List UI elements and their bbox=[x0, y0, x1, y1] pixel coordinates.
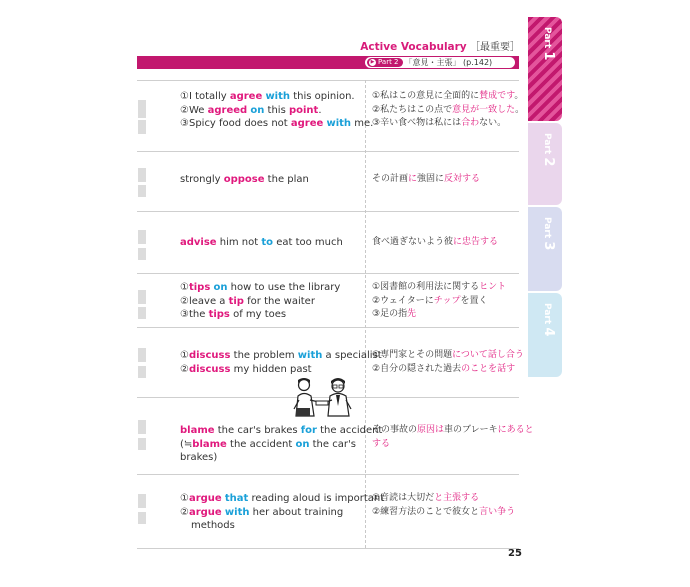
entry-oppose-en: strongly oppose the plan bbox=[180, 174, 309, 185]
part-reference: ▶ Part 2 「意見・主張」 (p.142) bbox=[365, 57, 515, 68]
section-title: Active Vocabulary ［最重要］ bbox=[360, 41, 520, 53]
entry-discuss-en: ①discuss the problem with a specialist ②discuss my hidden past bbox=[180, 350, 382, 375]
tab-part-1[interactable]: Part 1 bbox=[528, 17, 562, 121]
entry-discuss-jp: ①専門家とその問題について話し合う ②自分の隠された過去のことを話す bbox=[372, 350, 524, 374]
entry-blame-en: blame the car's brakes for the accident (≒blame the accident on the car's brakes) bbox=[180, 425, 383, 463]
entry-blame-jp: その事故の原因は車のブレーキにあると する bbox=[372, 425, 534, 449]
page-number: 25 bbox=[508, 548, 522, 559]
entry-advise-en: advise him not to eat too much bbox=[180, 237, 343, 248]
tab-part-2[interactable]: Part 2 bbox=[528, 123, 562, 205]
entry-agree-en: ①I totally agree with this opinion. ②We agreed on this point. ③Spicy food does not agree with me. bbox=[180, 91, 374, 129]
entry-argue-jp: ①音読は大切だと主張する ②練習方法のことで彼女と言い争う bbox=[372, 493, 516, 517]
entry-tip-jp: ①図書館の利用法に関するヒント ②ウェイターにチップを置く ③足の指先 bbox=[372, 282, 507, 319]
tab-part-3[interactable]: Part 3 bbox=[528, 207, 562, 291]
entry-oppose-jp: その計画に強固に反対する bbox=[372, 174, 481, 184]
part-badge: ▶ Part 2 bbox=[367, 58, 403, 67]
entry-advise-jp: 食べ過ぎないよう彼に忠告する bbox=[372, 237, 499, 247]
tab-part-4[interactable]: Part 4 bbox=[528, 293, 562, 377]
play-icon: ▶ bbox=[370, 59, 375, 65]
entry-argue-en: ①argue that reading aloud is important ②argue with her about training methods bbox=[180, 493, 385, 531]
entry-agree-jp: ①私はこの意見に全面的に賛成です。 ②私たちはこの点で意見が一致した。 ③辛い食べ物は私には合わない。 bbox=[372, 91, 525, 128]
people-discussing-illustration bbox=[292, 376, 354, 418]
entry-tip-en: ①tips on how to use the library ②leave a tip for the waiter ③the tips of my toes bbox=[180, 282, 341, 320]
